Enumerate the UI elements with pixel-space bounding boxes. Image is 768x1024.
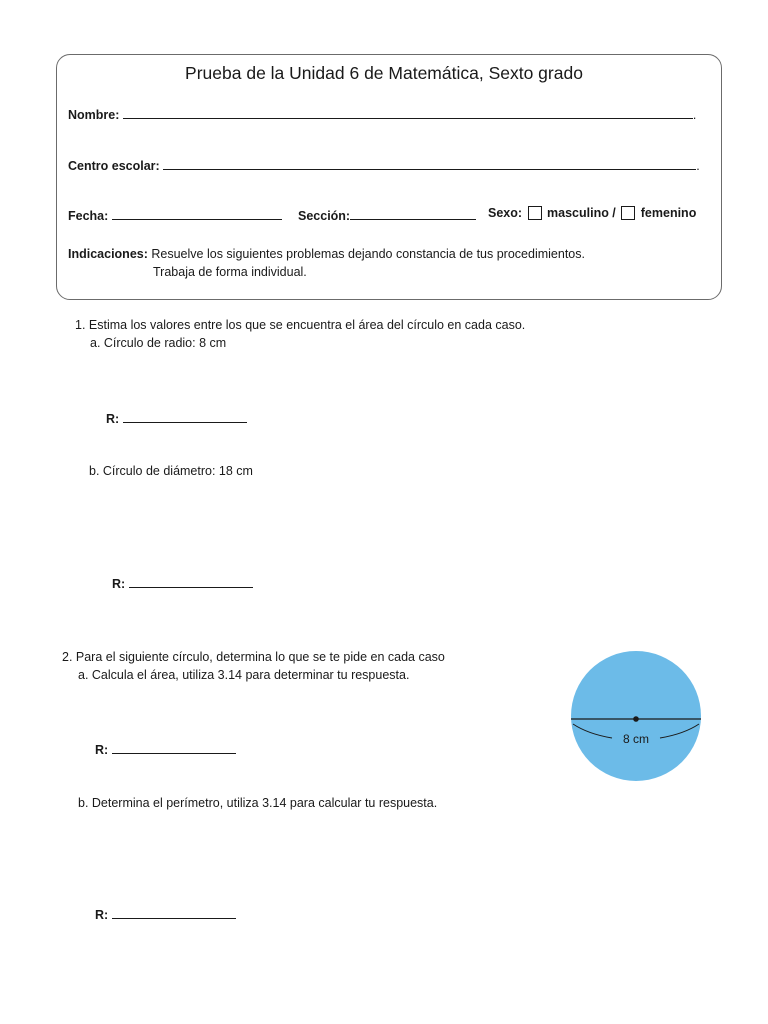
question-1-text: 1. Estima los valores entre los que se encuentra el área del círculo en cada caso. <box>75 318 526 332</box>
answer-1b-field[interactable] <box>129 574 253 588</box>
centro-row <box>68 156 700 173</box>
circle-shape <box>571 651 701 781</box>
nombre-field[interactable] <box>123 105 693 119</box>
question-2-text: 2. Para el siguiente círculo, determina lo que se te pide en cada caso <box>62 650 445 664</box>
answer-1a <box>106 409 247 426</box>
question-2b-text: b. Determina el perímetro, utiliza 3.14 para calcular tu respuesta. <box>78 796 438 810</box>
fecha-group <box>68 206 282 223</box>
answer-2b-field[interactable] <box>112 905 236 919</box>
diameter-label: 8 cm <box>622 732 650 746</box>
answer-label: R: <box>112 577 126 591</box>
indicaciones-text-2: Trabaja de forma individual. <box>153 265 307 279</box>
masculino-label: masculino / <box>547 206 616 220</box>
sexo-group <box>488 206 696 220</box>
question-1b-text: b. Círculo de diámetro: 18 cm <box>89 464 253 478</box>
femenino-checkbox[interactable] <box>621 206 635 220</box>
seccion-label: Sección: <box>298 209 351 223</box>
question-1a-text: a. Círculo de radio: 8 cm <box>90 336 227 350</box>
indicaciones-line-1 <box>68 247 585 261</box>
answer-1a-field[interactable] <box>123 409 247 423</box>
answer-2b <box>95 905 236 922</box>
answer-2a <box>95 740 236 757</box>
femenino-label: femenino <box>640 206 697 220</box>
circle-figure <box>566 646 706 786</box>
seccion-field[interactable] <box>350 206 476 220</box>
page-title: Prueba de la Unidad 6 de Matemática, Sexto grado <box>185 63 583 83</box>
fecha-label: Fecha: <box>68 209 109 223</box>
fecha-field[interactable] <box>112 206 282 220</box>
centro-label: Centro escolar: <box>68 159 160 173</box>
center-point <box>633 716 639 722</box>
answer-2a-field[interactable] <box>112 740 236 754</box>
nombre-period: . <box>692 108 697 122</box>
sexo-label: Sexo: <box>488 206 523 220</box>
answer-1b <box>112 574 253 591</box>
question-2a-text: a. Calcula el área, utiliza 3.14 para determinar tu respuesta. <box>78 668 410 682</box>
nombre-row <box>68 105 696 122</box>
masculino-checkbox[interactable] <box>528 206 542 220</box>
indicaciones-label: Indicaciones: <box>68 247 148 261</box>
nombre-label: Nombre: <box>68 108 120 122</box>
answer-label: R: <box>95 908 109 922</box>
indicaciones-text-1: Resuelve los siguientes problemas dejando constancia de tus procedimientos. <box>151 247 585 261</box>
centro-field[interactable] <box>163 156 696 170</box>
answer-label: R: <box>106 412 120 426</box>
answer-label: R: <box>95 743 109 757</box>
centro-period: . <box>696 159 700 173</box>
header-box <box>56 54 722 300</box>
seccion-group <box>298 206 476 223</box>
